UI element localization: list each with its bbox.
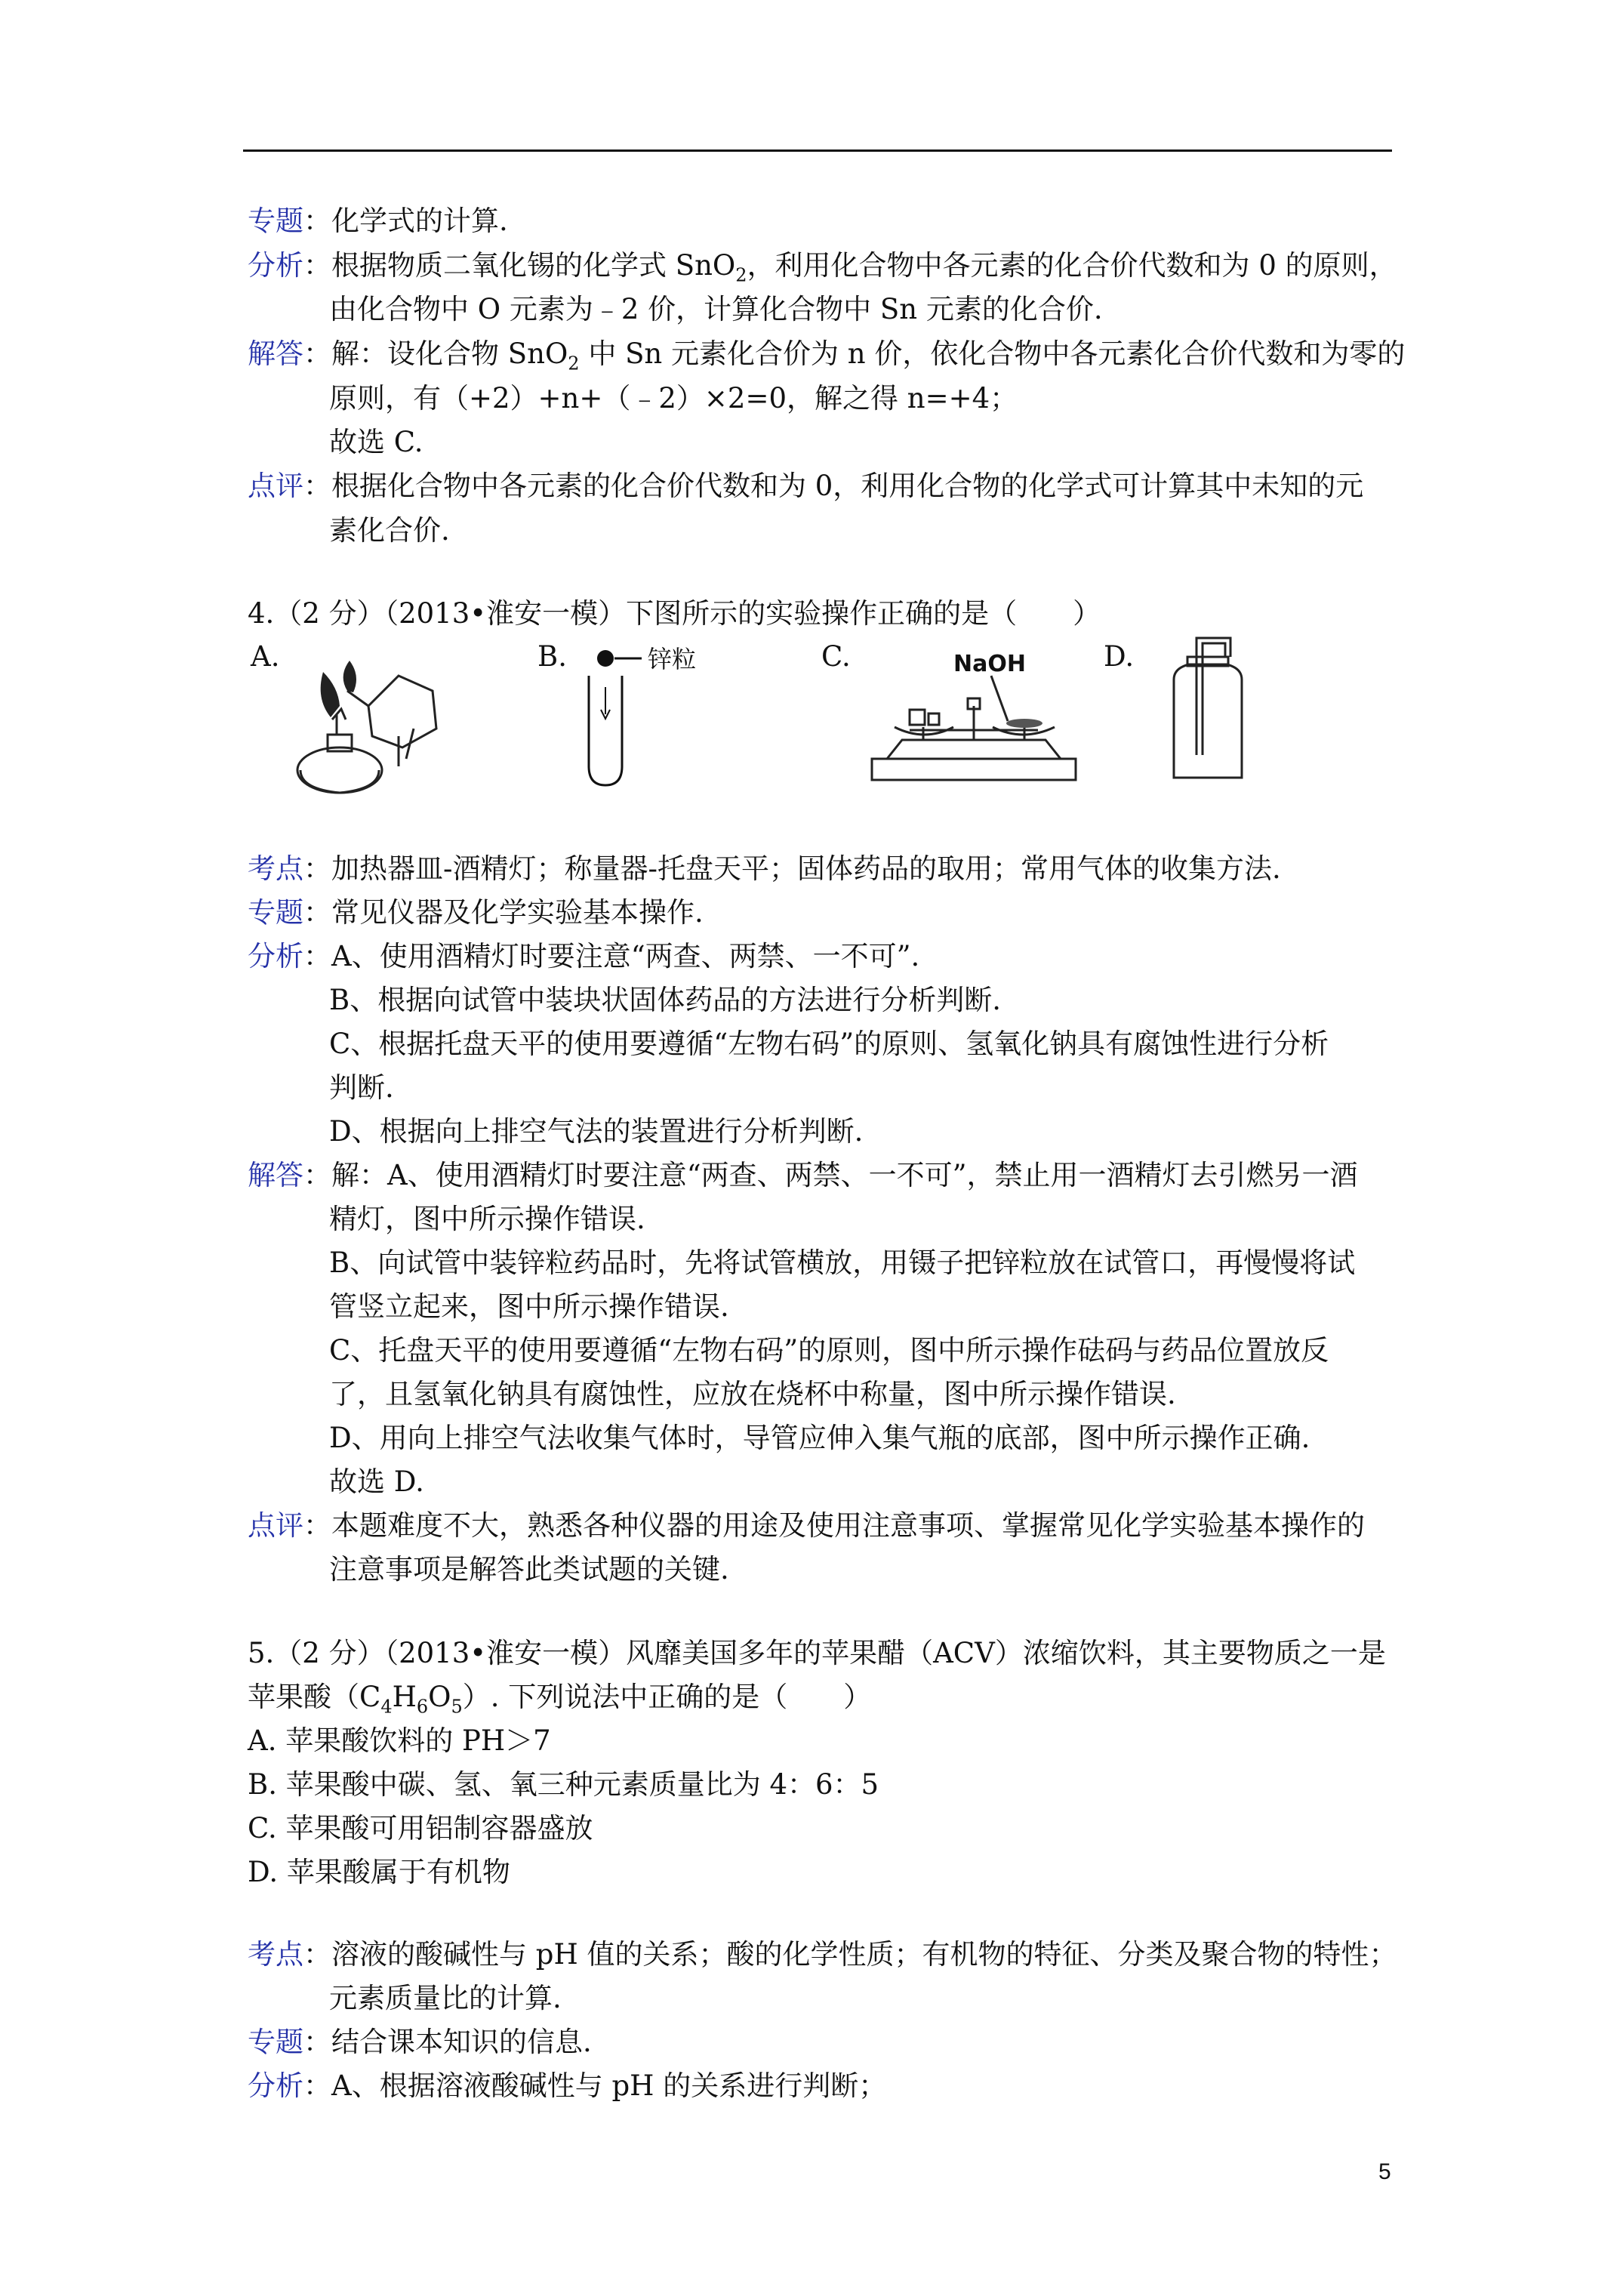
subscript: 2 — [568, 353, 580, 374]
q4-option-c-label: C. — [821, 640, 851, 673]
q4-analysis-line-4: 判断. — [329, 1071, 394, 1104]
q4-analysis-text: ：A、使用酒精灯时要注意“两查、两禁、一不可”. — [303, 940, 920, 972]
q4-topic-line — [248, 894, 704, 932]
q5-stem-text: 苹果酸（C — [248, 1681, 381, 1713]
q4-comment-line-1 — [248, 1507, 1365, 1545]
figure-b-label: 锌粒 — [648, 645, 697, 673]
q5-stem-text: ）. 下列说法中正确的是（ ） — [462, 1681, 872, 1713]
q5-exam-point-label: 考点 — [248, 1938, 303, 1971]
q5-option-c: C. 苹果酸可用铝制容器盛放 — [248, 1812, 593, 1845]
q4-comment-text: ：本题难度不大，熟悉各种仪器的用途及使用注意事项、掌握常见化学实验基本操作的 — [303, 1509, 1365, 1542]
q5-stem-text: O — [428, 1681, 451, 1713]
q4-analysis-line-3: C、根据托盘天平的使用要遵循“左物右码”的原则、氢氧化钠具有腐蚀性进行分析 — [329, 1028, 1329, 1060]
q4-exam-point-text: ：加热器皿-酒精灯；称量器-托盘天平；固体药品的取用；常用气体的收集方法. — [303, 852, 1281, 885]
q5-exam-point-line-2: 元素质量比的计算. — [329, 1982, 562, 2014]
q4-answer-line-2: 精灯，图中所示操作错误. — [329, 1203, 645, 1235]
q5-analysis-text: ：A、根据溶液酸碱性与 pH 的关系进行判断； — [303, 2069, 887, 2102]
q4-stem: 4.（2 分）（2013•淮安一模）下图所示的实验操作正确的是（ ） — [248, 597, 1101, 630]
q4-answer-line-8: 故选 D. — [329, 1465, 424, 1498]
header-rule — [243, 149, 1392, 152]
q5-topic-label: 专题 — [248, 2026, 303, 2058]
q3-analysis-text: ：根据物质二氧化锡的化学式 SnO — [303, 249, 736, 282]
subscript: 5 — [451, 1696, 463, 1718]
q3-analysis-label: 分析 — [248, 249, 303, 282]
q5-stem-text: H — [392, 1681, 417, 1713]
q3-comment-text: ：根据化合物中各元素的化合价代数和为 0，利用化合物的化学式可计算其中未知的元 — [303, 470, 1364, 502]
q3-analysis-text: ，利用化合物中各元素的化合价代数和为 0 的原则， — [747, 249, 1397, 282]
q4-answer-text: ：解：A、使用酒精灯时要注意“两查、两禁、一不可”，禁止用一酒精灯去引燃另一酒 — [303, 1159, 1358, 1191]
q5-exam-point-line-1 — [248, 1936, 1397, 1974]
subscript: 2 — [735, 264, 747, 286]
q5-analysis-line-1 — [248, 2067, 886, 2105]
q5-topic-line — [248, 2023, 592, 2061]
q4-option-d-label: D. — [1104, 640, 1135, 673]
q5-topic-text: ：结合课本知识的信息. — [303, 2026, 592, 2058]
q3-answer-line-3: 故选 C. — [329, 426, 423, 458]
q4-comment-label: 点评 — [248, 1509, 303, 1542]
q4-analysis-line-5: D、根据向上排空气法的装置进行分析判断. — [329, 1115, 864, 1148]
q4-answer-line-4: 管竖立起来，图中所示操作错误. — [329, 1290, 729, 1323]
q5-option-b: B. 苹果酸中碳、氢、氧三种元素质量比为 4：6：5 — [248, 1768, 879, 1801]
q3-topic-line — [248, 202, 508, 240]
q3-comment-line-2: 素化合价. — [329, 514, 450, 547]
q4-answer-line-3: B、向试管中装锌粒药品时，先将试管横放，用镊子把锌粒放在试管口，再慢慢将试 — [329, 1247, 1356, 1279]
q3-answer-text: ：解：设化合物 SnO — [303, 337, 568, 370]
q3-topic-text: ：化学式的计算. — [303, 205, 508, 237]
q5-stem-line-1: 5.（2 分）（2013•淮安一模）风靡美国多年的苹果醋（ACV）浓缩饮料，其主要物质之一是 — [248, 1637, 1386, 1669]
q4-topic-text: ：常见仪器及化学实验基本操作. — [303, 896, 704, 929]
q4-analysis-line-1 — [248, 938, 919, 975]
q3-answer-line-1 — [248, 335, 1405, 382]
q4-answer-line-6: 了，且氢氧化钠具有腐蚀性，应放在烧杯中称量，图中所示操作错误. — [329, 1378, 1176, 1410]
q5-exam-point-text: ：溶液的酸碱性与 pH 值的关系；酸的化学性质；有机物的特征、分类及聚合物的特性； — [303, 1938, 1397, 1971]
q3-comment-line-1 — [248, 467, 1363, 505]
q3-answer-line-2: 原则，有（+2）+n+（﹣2）×2=0，解之得 n=+4； — [329, 382, 1018, 415]
q3-answer-label: 解答 — [248, 337, 303, 370]
q3-comment-label: 点评 — [248, 470, 303, 502]
q3-analysis-line-2: 由化合物中 O 元素为﹣2 价，计算化合物中 Sn 元素的化合价. — [329, 293, 1103, 325]
q4-analysis-line-2: B、根据向试管中装块状固体药品的方法进行分析判断. — [329, 984, 1001, 1016]
q4-comment-line-2: 注意事项是解答此类试题的关键. — [329, 1553, 729, 1586]
q4-analysis-label: 分析 — [248, 940, 303, 972]
q3-answer-text: 中 Sn 元素化合价为 n 价，依化合物中各元素化合价代数和为零的 — [579, 337, 1406, 370]
q4-topic-label: 专题 — [248, 896, 303, 929]
figure-b-test-tube — [581, 642, 740, 789]
q4-answer-line-5: C、托盘天平的使用要遵循“左物右码”的原则，图中所示操作砝码与药品位置放反 — [329, 1334, 1329, 1367]
q4-answer-line-1 — [248, 1157, 1358, 1194]
q4-option-b-label: B. — [537, 640, 567, 673]
q3-topic-label: 专题 — [248, 205, 303, 237]
figure-c-label: NaOH — [953, 651, 1026, 677]
figure-d-gas-bottle — [1159, 634, 1249, 785]
q4-answer-line-7: D、用向上排空气法收集气体时，导管应伸入集气瓶的底部，图中所示操作正确. — [329, 1422, 1310, 1454]
figure-c-balance — [864, 646, 1083, 789]
subscript: 6 — [416, 1696, 429, 1718]
subscript: 4 — [380, 1696, 393, 1718]
page-number: 5 — [1378, 2159, 1391, 2184]
figure-a-alcohol-lamps — [293, 646, 459, 800]
q5-option-d: D. 苹果酸属于有机物 — [248, 1856, 510, 1888]
q4-exam-point-label: 考点 — [248, 852, 303, 885]
q5-analysis-label: 分析 — [248, 2069, 303, 2102]
q4-answer-label: 解答 — [248, 1159, 303, 1191]
q4-option-a-label: A. — [251, 640, 280, 673]
q3-analysis-line-1 — [248, 247, 1397, 294]
q5-option-a: A. 苹果酸饮料的 PH＞7 — [248, 1724, 551, 1757]
q5-stem-line-2 — [248, 1678, 871, 1725]
q4-exam-point-line — [248, 850, 1281, 888]
